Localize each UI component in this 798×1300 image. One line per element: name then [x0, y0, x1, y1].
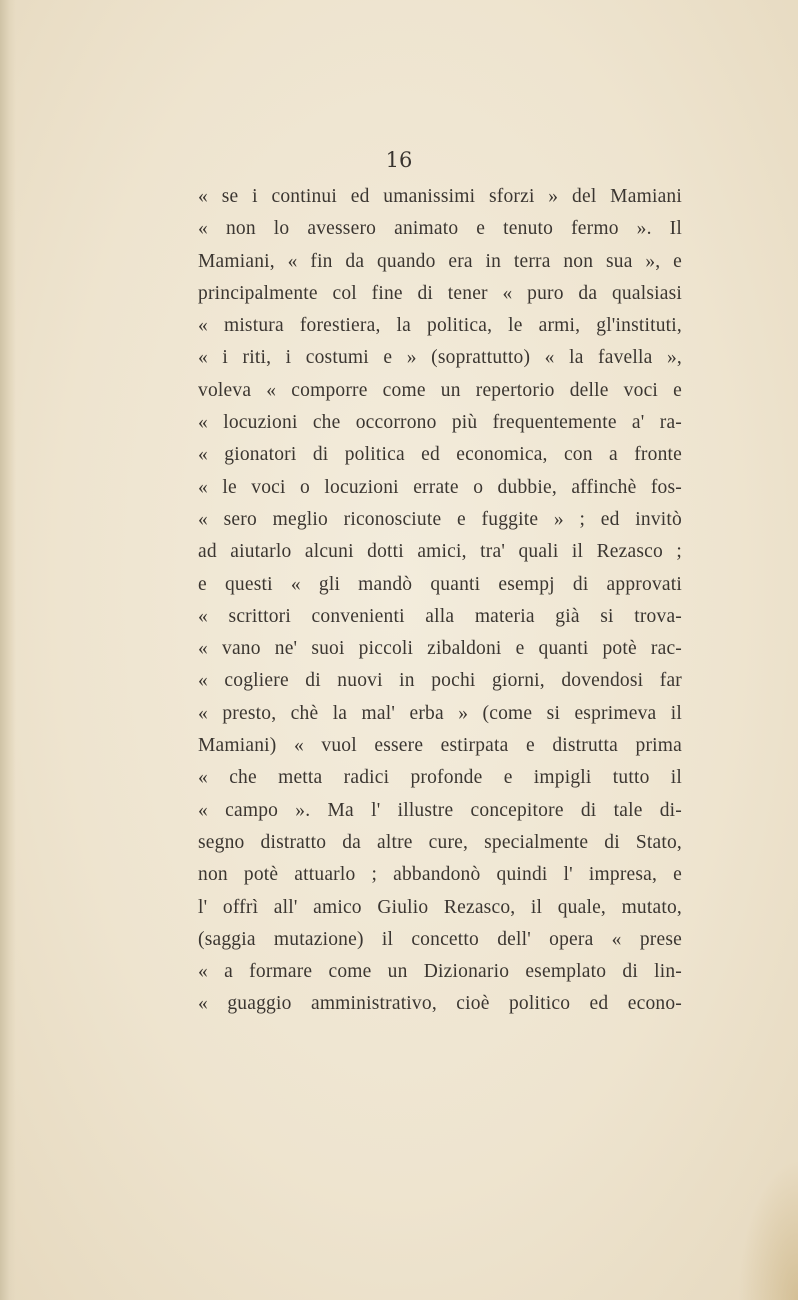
text-line: « vano ne' suoi piccoli zibaldoni e quanti potè rac-	[198, 638, 682, 660]
text-line: (saggia mutazione) il concetto dell' opera « prese	[198, 928, 682, 950]
text-line: « presto, chè la mal' erba » (come si esprimeva il	[198, 702, 682, 724]
text-line: « i riti, i costumi e » (soprattutto) « la favella »,	[198, 347, 682, 369]
text-line: « scrittori convenienti alla materia già si trova-	[198, 605, 682, 627]
text-line: Mamiani, « fin da quando era in terra non sua », e	[198, 250, 682, 272]
text-line: « a formare come un Dizionario esemplato di lin-	[198, 961, 682, 983]
page-number: 16	[385, 148, 413, 172]
text-line: « cogliere di nuovi in pochi giorni, dovendosi far	[198, 670, 682, 692]
body-text	[198, 181, 682, 1021]
text-line: « le voci o locuzioni errate o dubbie, affinchè fos-	[198, 476, 682, 498]
text-line: ad aiutarlo alcuni dotti amici, tra' quali il Rezasco ;	[198, 541, 682, 563]
text-line: « gionatori di politica ed economica, con a fronte	[198, 444, 682, 466]
text-line: e questi « gli mandò quanti esempj di approvati	[198, 573, 682, 595]
text-line: non potè attuarlo ; abbandonò quindi l' impresa, e	[198, 864, 682, 886]
paper-stain	[738, 1160, 798, 1300]
text-line: « campo ». Ma l' illustre concepitore di tale di-	[198, 799, 682, 821]
text-line: principalmente col fine di tener « puro da qualsiasi	[198, 282, 682, 304]
text-line: « che metta radici profonde e impigli tutto il	[198, 767, 682, 789]
text-line: Mamiani) « vuol essere estirpata e distrutta prima	[198, 735, 682, 757]
text-line: segno distratto da altre cure, specialmente di Stato,	[198, 831, 682, 853]
binding-gutter	[0, 0, 16, 1300]
text-line: voleva « comporre come un repertorio delle voci e	[198, 379, 682, 401]
text-line: « sero meglio riconosciute e fuggite » ; ed invitò	[198, 508, 682, 530]
text-line: « mistura forestiera, la politica, le armi, gl'instituti,	[198, 315, 682, 337]
text-line: « guaggio amministrativo, cioè politico ed econo-	[198, 993, 682, 1015]
text-line: l' offrì all' amico Giulio Rezasco, il quale, mutato,	[198, 896, 682, 918]
text-line: « non lo avessero animato e tenuto fermo ». Il	[198, 218, 682, 240]
text-line: « locuzioni che occorrono più frequentemente a' ra-	[198, 412, 682, 434]
text-line: « se i continui ed umanissimi sforzi » del Mamiani	[198, 186, 682, 207]
